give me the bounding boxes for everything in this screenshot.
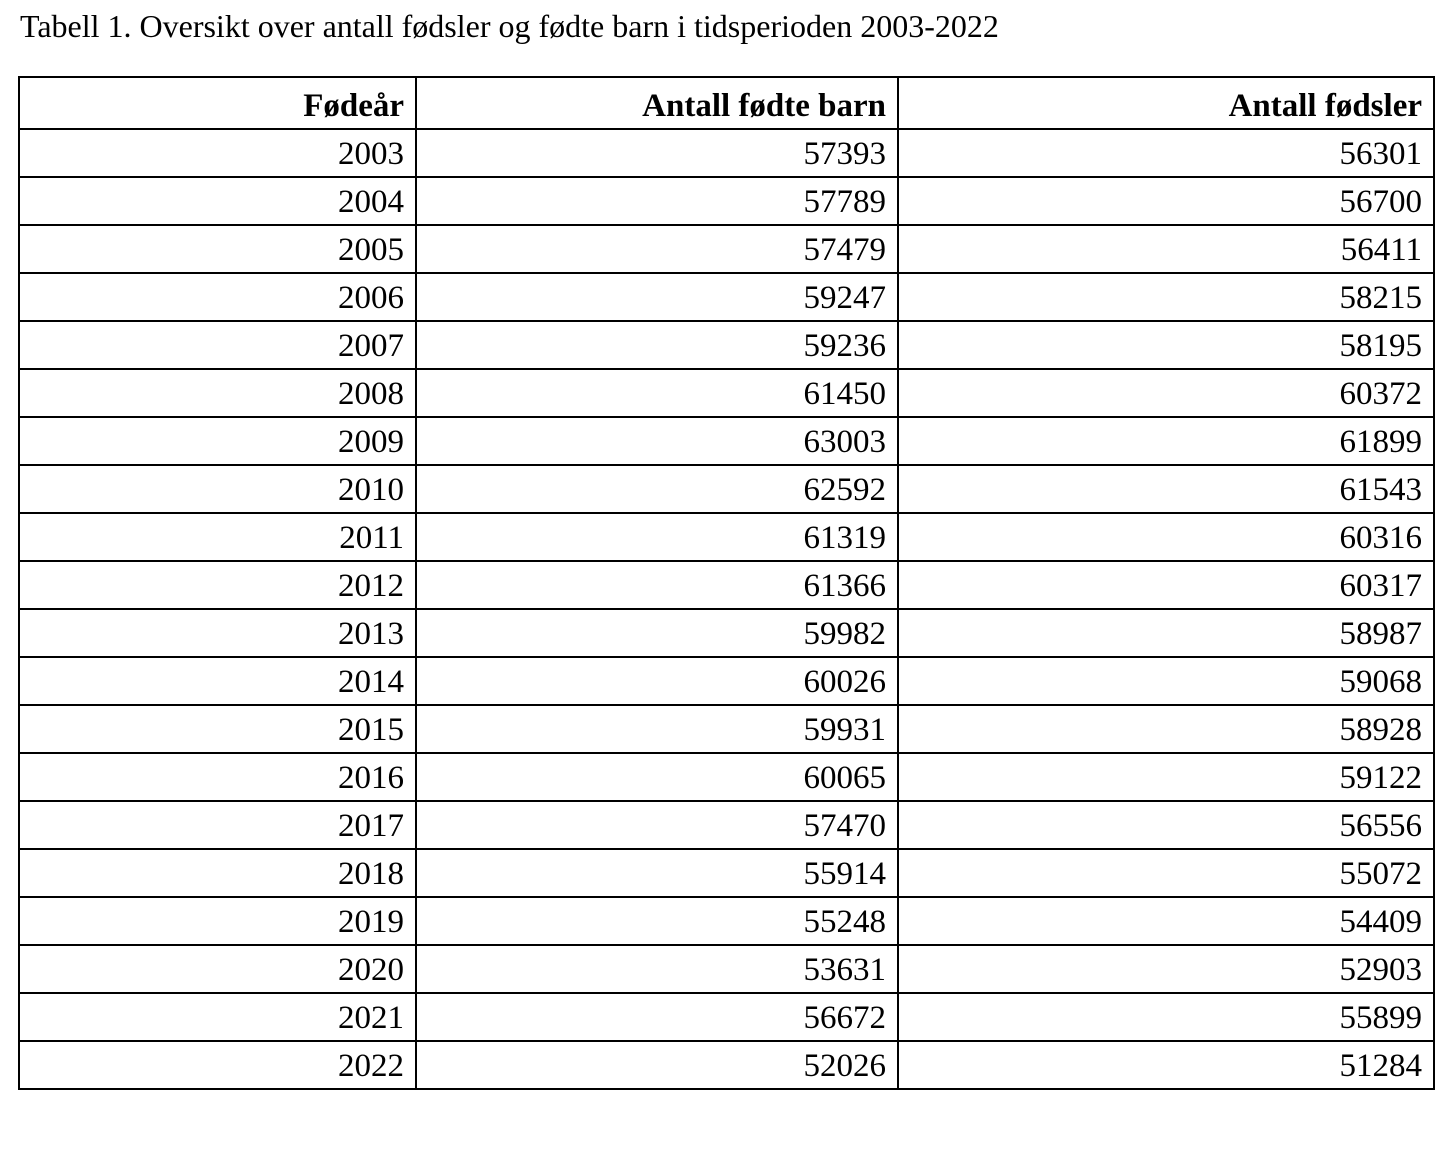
cell-births: 59068 <box>898 657 1434 705</box>
table-row <box>19 657 1434 705</box>
cell-births: 58215 <box>898 273 1434 321</box>
column-header-children-born: Antall fødte barn <box>416 77 898 129</box>
cell-birth-year: 2009 <box>19 417 416 465</box>
cell-births: 55072 <box>898 849 1434 897</box>
cell-births: 58987 <box>898 609 1434 657</box>
cell-birth-year: 2003 <box>19 129 416 177</box>
cell-children-born: 52026 <box>416 1041 898 1089</box>
cell-births: 60317 <box>898 561 1434 609</box>
table-row <box>19 1041 1434 1089</box>
cell-birth-year: 2012 <box>19 561 416 609</box>
cell-children-born: 57479 <box>416 225 898 273</box>
births-table <box>18 76 1435 1090</box>
cell-birth-year: 2013 <box>19 609 416 657</box>
cell-births: 61543 <box>898 465 1434 513</box>
cell-births: 55899 <box>898 993 1434 1041</box>
cell-births: 56411 <box>898 225 1434 273</box>
table-row <box>19 513 1434 561</box>
cell-children-born: 56672 <box>416 993 898 1041</box>
table-row <box>19 129 1434 177</box>
cell-birth-year: 2011 <box>19 513 416 561</box>
cell-children-born: 59236 <box>416 321 898 369</box>
cell-births: 58928 <box>898 705 1434 753</box>
cell-children-born: 57470 <box>416 801 898 849</box>
cell-birth-year: 2015 <box>19 705 416 753</box>
cell-birth-year: 2007 <box>19 321 416 369</box>
cell-children-born: 61319 <box>416 513 898 561</box>
cell-birth-year: 2004 <box>19 177 416 225</box>
table-row <box>19 273 1434 321</box>
table-row <box>19 369 1434 417</box>
table-row <box>19 945 1434 993</box>
cell-children-born: 60026 <box>416 657 898 705</box>
cell-births: 52903 <box>898 945 1434 993</box>
cell-birth-year: 2020 <box>19 945 416 993</box>
cell-births: 56556 <box>898 801 1434 849</box>
cell-birth-year: 2005 <box>19 225 416 273</box>
table-row <box>19 993 1434 1041</box>
cell-children-born: 59931 <box>416 705 898 753</box>
cell-children-born: 61450 <box>416 369 898 417</box>
cell-birth-year: 2018 <box>19 849 416 897</box>
table-row <box>19 801 1434 849</box>
table-header-row <box>19 77 1434 129</box>
table-row <box>19 561 1434 609</box>
cell-birth-year: 2016 <box>19 753 416 801</box>
cell-births: 60372 <box>898 369 1434 417</box>
table-row <box>19 465 1434 513</box>
column-header-birth-year: Fødeår <box>19 77 416 129</box>
cell-children-born: 55914 <box>416 849 898 897</box>
cell-births: 51284 <box>898 1041 1434 1089</box>
column-header-births: Antall fødsler <box>898 77 1434 129</box>
cell-birth-year: 2008 <box>19 369 416 417</box>
cell-births: 58195 <box>898 321 1434 369</box>
cell-birth-year: 2014 <box>19 657 416 705</box>
cell-children-born: 63003 <box>416 417 898 465</box>
cell-births: 59122 <box>898 753 1434 801</box>
cell-birth-year: 2019 <box>19 897 416 945</box>
cell-birth-year: 2021 <box>19 993 416 1041</box>
table-row <box>19 849 1434 897</box>
cell-births: 60316 <box>898 513 1434 561</box>
cell-children-born: 61366 <box>416 561 898 609</box>
cell-children-born: 53631 <box>416 945 898 993</box>
cell-birth-year: 2022 <box>19 1041 416 1089</box>
cell-children-born: 57393 <box>416 129 898 177</box>
cell-children-born: 59982 <box>416 609 898 657</box>
table-row <box>19 417 1434 465</box>
cell-birth-year: 2006 <box>19 273 416 321</box>
table-row <box>19 753 1434 801</box>
table-row <box>19 177 1434 225</box>
cell-births: 56301 <box>898 129 1434 177</box>
cell-births: 61899 <box>898 417 1434 465</box>
cell-birth-year: 2010 <box>19 465 416 513</box>
cell-children-born: 55248 <box>416 897 898 945</box>
cell-children-born: 59247 <box>416 273 898 321</box>
table-row <box>19 609 1434 657</box>
table-row <box>19 321 1434 369</box>
cell-birth-year: 2017 <box>19 801 416 849</box>
cell-births: 56700 <box>898 177 1434 225</box>
table-caption: Tabell 1. Oversikt over antall fødsler og fødte barn i tidsperioden 2003-2022 <box>20 8 999 44</box>
cell-births: 54409 <box>898 897 1434 945</box>
cell-children-born: 62592 <box>416 465 898 513</box>
table-row <box>19 705 1434 753</box>
cell-children-born: 60065 <box>416 753 898 801</box>
cell-children-born: 57789 <box>416 177 898 225</box>
table-row <box>19 225 1434 273</box>
table-row <box>19 897 1434 945</box>
